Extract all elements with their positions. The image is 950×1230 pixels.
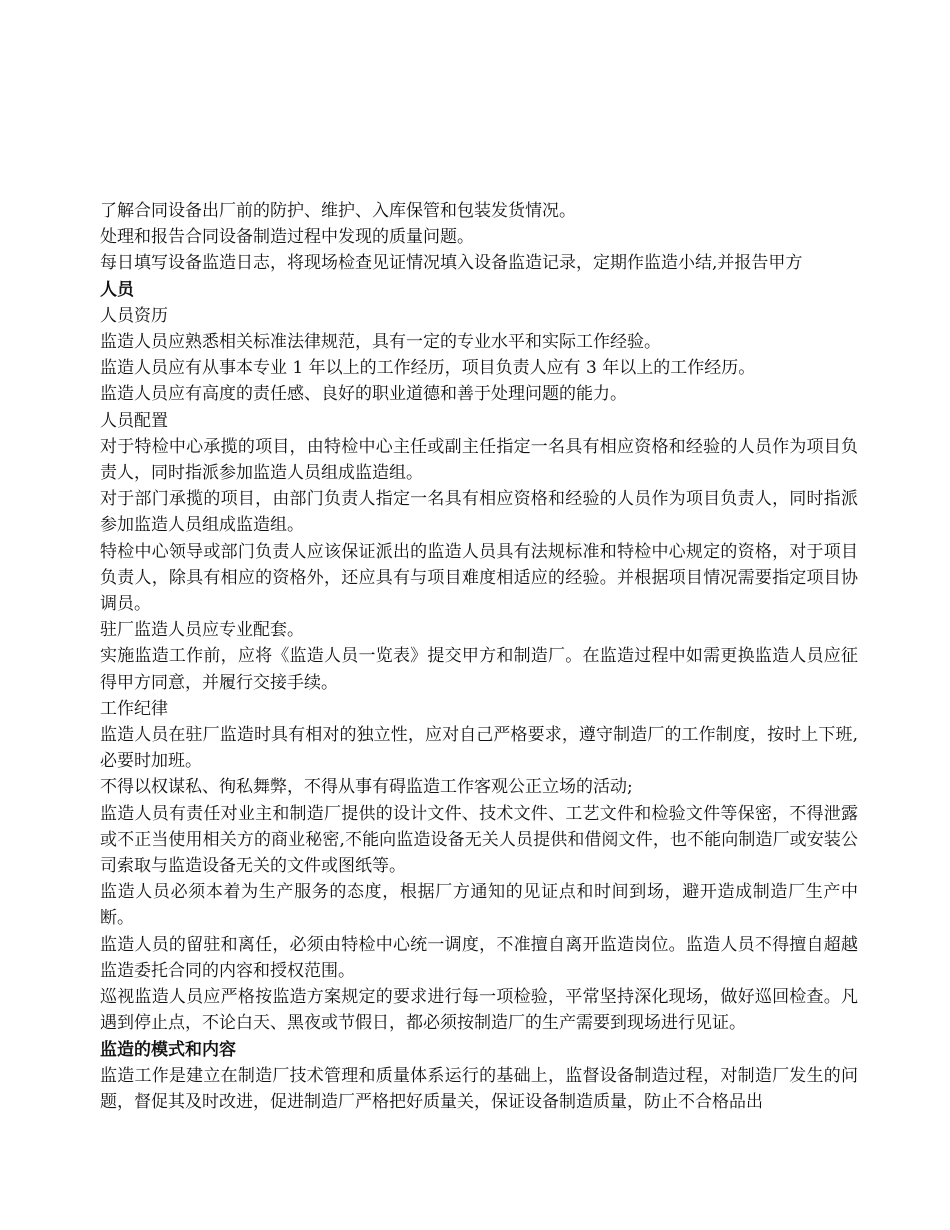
paragraph: 监造人员应有高度的责任感、良好的职业道德和善于处理问题的能力。 (100, 384, 627, 405)
paragraph: 监造人员应有从事本专业 1 年以上的工作经历，项目负责人应有 3 年以上的工作经历。 (100, 358, 756, 379)
paragraph: 驻厂监造人员应专业配套。 (100, 620, 304, 641)
paragraph: 巡视监造人员应严格按监造方案规定的要求进行每一项检验，平常坚持深化现场，做好巡回检查。凡遇到停止点，不论白天、黑夜或节假日，都必须按制造厂的生产需要到现场进行见证。 (100, 987, 858, 1034)
section-heading: 监造的模式和内容 (100, 1039, 236, 1060)
paragraph: 对于部门承揽的项目，由部门负责人指定一名具有相应资格和经验的人员作为项目负责人，同时指派参加监造人员组成监造组。 (100, 489, 858, 536)
paragraph: 了解合同设备出厂前的防护、维护、入库保管和包装发货情况。 (100, 201, 576, 221)
paragraph: 每日填写设备监造日志，将现场检查见证情况填入设备监造记录，定期作监造小结,并报告甲方 (100, 253, 803, 274)
subsection-title: 人员资历 (100, 305, 168, 326)
paragraph: 对于特检中心承揽的项目，由特检中心主任或副主任指定一名具有相应资格和经验的人员作为项目负责人，同时指派参加监造人员组成监造组。 (100, 436, 858, 484)
paragraph: 监造工作是建立在制造厂技术管理和质量体系运行的基础上，监督设备制造过程，对制造厂发生的问题，督促其及时改进，促进制造厂严格把好质量关，保证设备制造质量，防止不合格品出 (100, 1065, 858, 1112)
paragraph: 监造人员在驻厂监造时具有相对的独立性，应对自己严格要求，遵守制造厂的工作制度，按时上下班,必要时加班。 (100, 725, 858, 772)
subsection-title: 人员配置 (100, 410, 168, 431)
paragraph: 监造人员必须本着为生产服务的态度，根据厂方通知的见证点和时间到场，避开造成制造厂生产中断。 (100, 882, 858, 929)
section-heading: 人员 (100, 279, 134, 300)
paragraph: 监造人员的留驻和离任，必须由特检中心统一调度，不准擅自离开监造岗位。监造人员不得擅自超越监造委托合同的内容和授权范围。 (100, 934, 858, 981)
paragraph: 不得以权谋私、徇私舞弊，不得从事有碍监造工作客观公正立场的活动; (100, 777, 633, 798)
paragraph: 实施监造工作前，应将《监造人员一览表》提交甲方和制造厂。在监造过程中如需更换监造人员应征得甲方同意，并履行交接手续。 (100, 646, 858, 693)
paragraph: 监造人员应熟悉相关标准法律规范，具有一定的专业水平和实际工作经验。 (100, 332, 661, 353)
paragraph: 监造人员有责任对业主和制造厂提供的设计文件、技术文件、工艺文件和检验文件等保密，不得泄露或不正当使用相关方的商业秘密,不能向监造设备无关人员提供和借阅文件，也不能向制造厂或安装公司索取与监造设备无关的文件或图纸等。 (100, 803, 858, 877)
paragraph: 特检中心领导或部门负责人应该保证派出的监造人员具有法规标准和特检中心规定的资格，对于项目负责人，除具有相应的资格外，还应具有与项目难度相适应的经验。并根据项目情况需要指定项目协调员。 (100, 541, 858, 615)
paragraph: 处理和报告合同设备制造过程中发现的质量问题。 (100, 227, 474, 248)
document-page (100, 198, 858, 1115)
subsection-title: 工作纪律 (100, 698, 168, 719)
